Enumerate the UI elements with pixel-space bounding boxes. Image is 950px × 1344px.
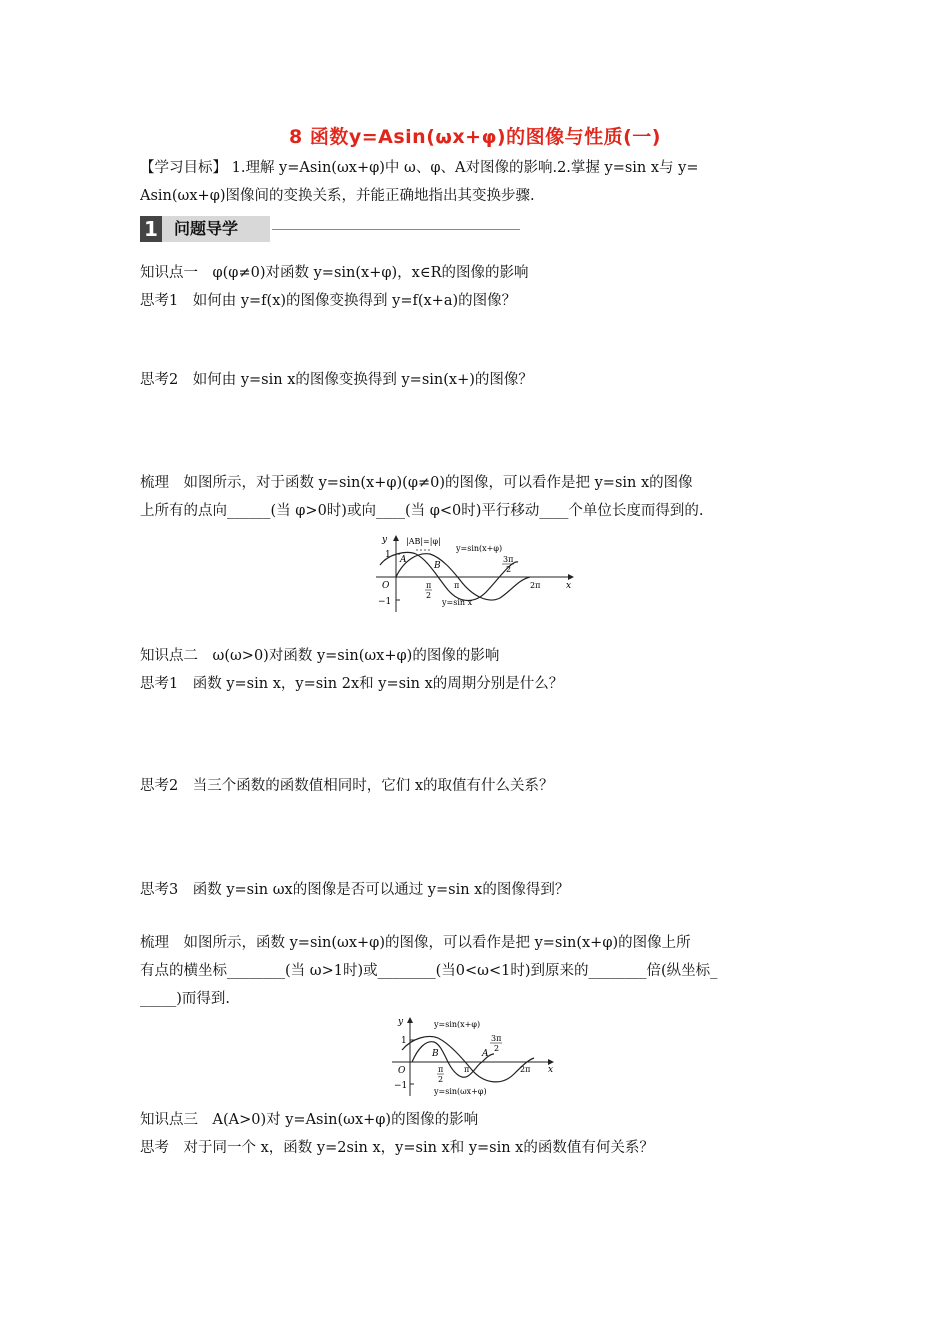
fig2-y-axis-arrow — [407, 1017, 413, 1023]
fig2-origin: O — [398, 1066, 406, 1076]
k2-think-3: 思考3 函数 y=sin ωx的图像是否可以通过 y=sin x的图像得到？ — [140, 882, 570, 898]
k2-think-1: 思考1 函数 y=sin x，y=sin 2x和 y=sin x的周期分别是什么？ — [140, 676, 564, 692]
fig2-x-label: x — [548, 1065, 554, 1075]
fig2-tick-pi-over-2-num: π — [438, 1065, 444, 1074]
section-label: 问题导学 — [162, 216, 270, 242]
fig2-tick-pi: π — [464, 1065, 470, 1074]
fig1-tick-pi-over-2-num: π — [426, 581, 432, 590]
learning-goals-line-2: Asin(ωx+φ)图像间的变换关系，并能正确地指出其变换步骤. — [140, 188, 535, 204]
k1-think-2: 思考2 如何由 y=sin x的图像变换得到 y=sin(x+)的图像？ — [140, 372, 533, 388]
fig2-tick-1: 1 — [401, 1036, 407, 1046]
knowledge-point-1-heading: 知识点一 φ(φ≠0)对函数 y=sin(x+φ)，x∈R的图像的影响 — [140, 265, 529, 281]
fig2-tick-3pi-over-2-den: 2 — [494, 1044, 500, 1053]
knowledge-point-3-heading: 知识点三 A(A>0)对 y=Asin(ωx+φ)的图像的影响 — [140, 1112, 479, 1128]
page-title: 8 函数y=Asin(ωx+φ)的图像与性质(一) — [289, 126, 661, 148]
section-divider — [272, 229, 520, 230]
fig1-ab-label: |AB|=|φ| — [406, 537, 441, 546]
fig1-tick-3pi-over-2-den: 2 — [506, 565, 512, 574]
section-header — [140, 216, 520, 242]
k2-summary-line-3: _____)而得到. — [140, 991, 231, 1007]
fig1-y-label: y — [382, 535, 388, 545]
fig2-curve-top-path — [402, 1037, 534, 1082]
fig1-tick-pi: π — [454, 581, 460, 590]
k1-summary-line-2: 上所有的点向______(当 φ>0时)或向____(当 φ<0时)平行移动____个单位长度而得到的. — [140, 503, 704, 519]
fig1-tick-1: 1 — [385, 550, 391, 560]
fig2-point-b: B — [432, 1049, 439, 1059]
fig2-tick-2pi: 2π — [520, 1065, 531, 1074]
x-axis-arrow — [568, 574, 574, 580]
fig1-point-b: B — [434, 561, 441, 571]
k2-summary-line-2: 有点的横坐标________(当 ω>1时)或________(当0<ω<1时)到原来的________倍(纵坐标_ — [140, 963, 718, 979]
figure-frequency-scaling — [382, 1014, 562, 1098]
fig2-curve-bottom-label: y=sin(ωx+φ) — [434, 1087, 487, 1096]
k2-summary-line-1: 梳理 如图所示，函数 y=sin(ωx+φ)的图像，可以看作是把 y=sin(x+φ)的图像上所 — [140, 935, 691, 951]
knowledge-point-2-heading: 知识点二 ω(ω>0)对函数 y=sin(ωx+φ)的图像的影响 — [140, 648, 500, 664]
fig1-x-label: x — [566, 581, 572, 591]
fig2-tick-3pi-over-2-num: 3π — [491, 1034, 502, 1043]
learning-goals-line-1: 【学习目标】 1.理解 y=Asin(ωx+φ)中 ω、φ、A对图像的影响.2.掌握 y=sin x与 y= — [140, 160, 699, 176]
fig2-curve-top-label: y=sin(x+φ) — [434, 1020, 481, 1029]
section-number: 1 — [140, 216, 162, 242]
fig1-tick-pi-over-2-den: 2 — [426, 591, 432, 600]
fig2-tick-neg1: −1 — [394, 1081, 408, 1091]
fig1-tick-neg1: −1 — [378, 597, 392, 607]
y-axis-arrow — [393, 535, 399, 541]
fig1-curve-shifted-label: y=sin(x+φ) — [456, 544, 503, 553]
fig1-curve-base-label: y=sin x — [442, 598, 473, 607]
k3-think: 思考 对于同一个 x，函数 y=2sin x，y=sin x和 y=sin x的函数值有何关系？ — [140, 1140, 654, 1156]
fig2-curve-bottom-path — [412, 1042, 494, 1078]
k1-think-1: 思考1 如何由 y=f(x)的图像变换得到 y=f(x+a)的图像？ — [140, 293, 517, 309]
fig1-origin: O — [382, 581, 390, 591]
figure-phase-shift — [368, 532, 583, 614]
k1-summary-line-1: 梳理 如图所示，对于函数 y=sin(x+φ)(φ≠0)的图像，可以看作是把 y=sin x的图像 — [140, 475, 693, 491]
k2-think-2: 思考2 当三个函数的函数值相同时，它们 x的取值有什么关系？ — [140, 778, 554, 794]
fig1-tick-3pi-over-2-num: 3π — [503, 555, 514, 564]
fig2-tick-pi-over-2-den: 2 — [438, 1075, 444, 1084]
fig2-y-label: y — [398, 1017, 404, 1027]
fig1-tick-2pi: 2π — [530, 581, 541, 590]
fig2-point-a: A — [482, 1049, 489, 1059]
fig1-point-a: A — [400, 555, 407, 565]
